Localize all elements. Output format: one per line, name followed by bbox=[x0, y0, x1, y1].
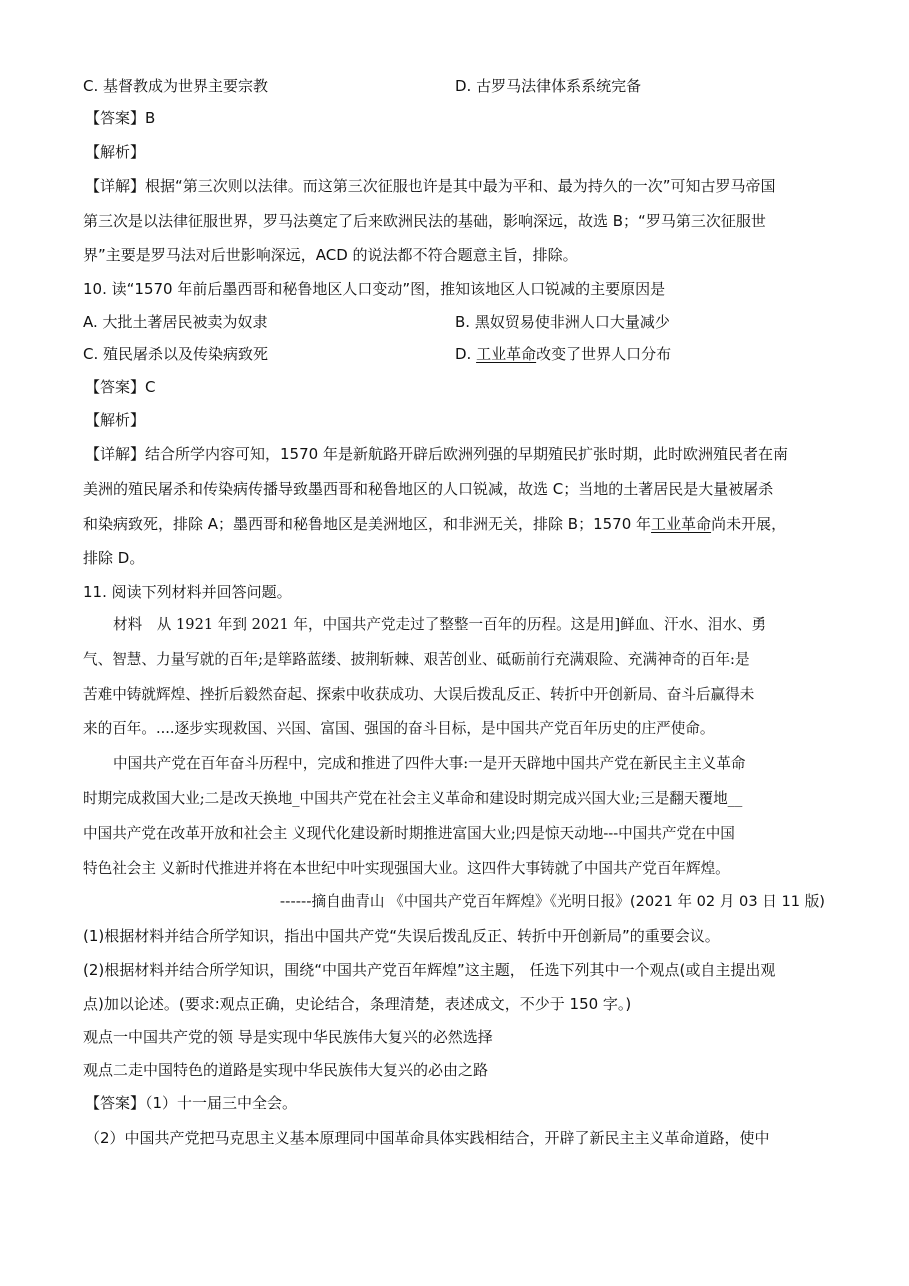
q11-material-line-5: 中国共产党在百年奋斗历程中，完成和推进了四件大事:一是开天辟地中国共产党在新民主主义革命 bbox=[113, 755, 746, 772]
q10-analysis-heading: 【解析】 bbox=[85, 411, 146, 429]
q10-answer: 【答案】C bbox=[85, 378, 156, 396]
q9-detail-line-3: 界”主要是罗马法对后世影响深远，ACD 的说法都不符合题意主旨，排除。 bbox=[83, 246, 578, 264]
q10-detail-line-4: 排除 D。 bbox=[83, 549, 145, 567]
q10-detail-line-2: 美洲的殖民屠杀和传染病传播导致墨西哥和秘鲁地区的人口锐减，故选 C；当地的土著居民是大量被屠杀 bbox=[83, 480, 774, 498]
q11-subquestion-2-line-1: (2)根据材料并结合所学知识，围绕“中国共产党百年辉煌”这主题， 任选下列其中一个观点(或自主提出观 bbox=[83, 961, 776, 979]
q11-material-line-3: 苦难中铸就辉煌、挫折后毅然奋起、探索中收获成功、大误后拨乱反正、转折中开创新局、奋斗后赢得未 bbox=[83, 686, 755, 703]
q10-option-d-underlined: 工业革命 bbox=[476, 345, 537, 363]
q11-answer-2: （2）中国共产党把马克思主义基本原理同中国革命具体实践相结合，开辟了新民主主义革命道路，使中 bbox=[85, 1129, 770, 1147]
q10-option-d-prefix: D. bbox=[455, 345, 477, 363]
q10-stem: 10. 读“1570 年前后墨西哥和秘鲁地区人口变动”图，推知该地区人口锐减的主要原因是 bbox=[83, 280, 666, 298]
q10-option-c: C. 殖民屠杀以及传染病致死 bbox=[83, 345, 269, 363]
q11-material-source: ------摘自曲青山 《中国共产党百年辉煌》《光明日报》(2021 年 02 月 03 日 11 版) bbox=[279, 893, 825, 910]
q10-option-d-suffix: 改变了世界人口分布 bbox=[536, 345, 672, 363]
q11-material-line-8: 特色社会主 义新时代推进并将在本世纪中叶实现强国大业。这四件大事铸就了中国共产党百年辉煌。 bbox=[83, 860, 730, 877]
q10-detail-line-3 bbox=[83, 513, 786, 535]
q11-subquestion-1: (1)根据材料并结合所学知识，指出中国共产党“失误后拨乱反正、转折中开创新局”的重要会议。 bbox=[83, 927, 720, 945]
q10-detail-line-1: 【详解】结合所学内容可知，1570 年是新航路开辟后欧洲列强的早期殖民扩张时期，此时欧洲殖民者在南 bbox=[85, 445, 788, 463]
q10-detail-line-3-prefix: 和染病致死，排除 A；墨西哥和秘鲁地区是美洲地区，和非洲无关，排除 B；1570 年 bbox=[83, 515, 652, 533]
q9-detail-line-1: 【详解】根据“第三次则以法律。而这第三次征服也许是其中最为平和、最为持久的一次”可知古罗马帝国 bbox=[85, 177, 776, 195]
q10-option-d bbox=[455, 343, 671, 365]
q11-viewpoint-2: 观点二走中国特色的道路是实现中华民族伟大复兴的必由之路 bbox=[83, 1061, 489, 1079]
q10-option-b: B. 黑奴贸易使非洲人口大量减少 bbox=[455, 313, 670, 331]
q11-subquestion-2-line-2: 点)加以论述。(要求:观点正确，史论结合，条理清楚，表述成文，不少于 150 字。) bbox=[83, 995, 632, 1013]
q9-option-d: D. 古罗马法律体系系统完备 bbox=[455, 77, 642, 95]
q9-option-c: C. 基督教成为世界主要宗教 bbox=[83, 77, 269, 95]
q9-answer: 【答案】B bbox=[85, 109, 156, 127]
q10-detail-line-3-suffix: 尚未开展， bbox=[711, 515, 787, 533]
q9-analysis-heading: 【解析】 bbox=[85, 143, 146, 161]
q11-answer-1: 【答案】（1）十一届三中全会。 bbox=[85, 1094, 298, 1112]
q11-material-line-2: 气、智慧、力量写就的百年;是筚路蓝缕、披荆斩棘、艰苦创业、砥砺前行充满艰险、充满神奇的百年:是 bbox=[83, 651, 750, 668]
q11-material-line-1: 材料 从 1921 年到 2021 年，中国共产党走过了整整一百年的历程。这是用]鲜血、汗水、泪水、勇 bbox=[113, 616, 767, 633]
q10-detail-line-3-underlined: 工业革命 bbox=[651, 515, 712, 533]
q11-stem: 11. 阅读下列材料并回答问题。 bbox=[83, 583, 292, 601]
q11-material-line-4: 来的百年。....逐步实现救国、兴国、富国、强国的奋斗目标，是中国共产党百年历史的庄严使命。 bbox=[83, 720, 715, 737]
q11-material-line-7: 中国共产党在改革开放和社会主 义现代化建设新时期推进富国大业;四是惊天动地---中国共产党在中国 bbox=[83, 825, 735, 842]
q11-material-line-6: 时期完成救国大业;二是改天换地_中国共产党在社会主义革命和建设时期完成兴国大业;三是翻天覆地__ bbox=[83, 790, 743, 807]
q10-option-a: A. 大批土著居民被卖为奴隶 bbox=[83, 313, 268, 331]
q9-detail-line-2: 第三次是以法律征服世界，罗马法奠定了后来欧洲民法的基础，影响深远，故选 B；“罗马第三次征服世 bbox=[83, 212, 766, 230]
q11-viewpoint-1: 观点一中国共产党的领 导是实现中华民族伟大复兴的必然选择 bbox=[83, 1028, 493, 1046]
